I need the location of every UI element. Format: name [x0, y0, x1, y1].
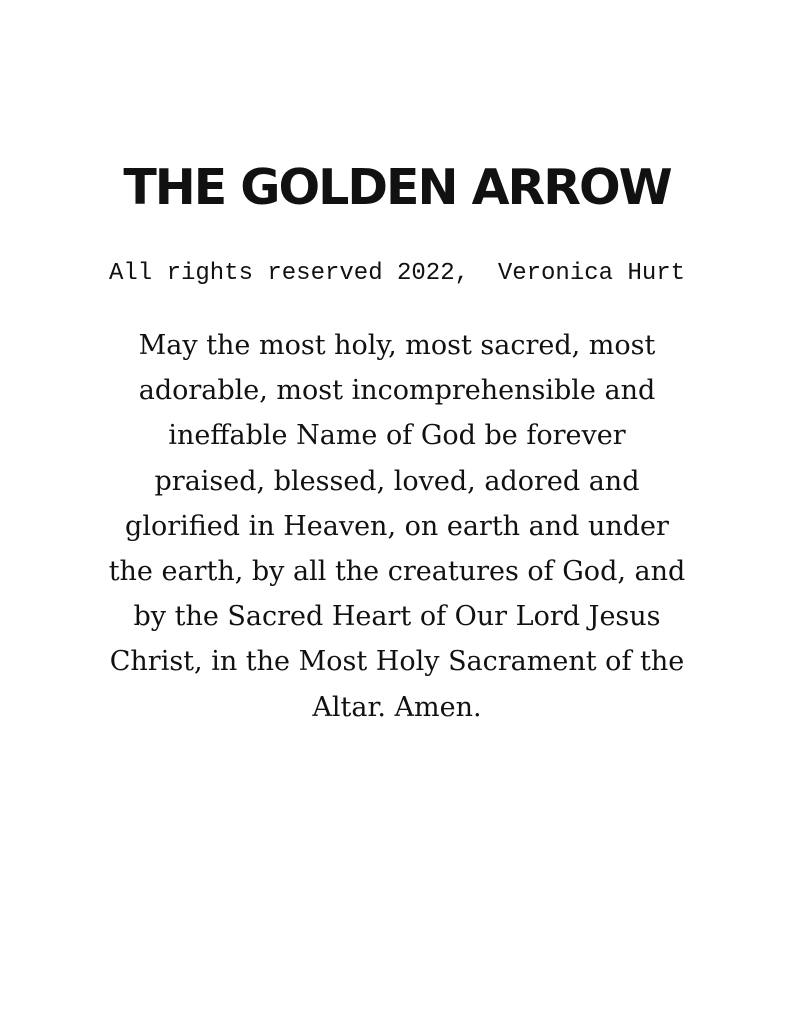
- prayer-line: May the most holy, most sacred, most: [138, 330, 656, 361]
- prayer-line: ineffable Name of God be forever: [168, 420, 626, 452]
- prayer-text: [70, 323, 724, 730]
- prayer-line: Altar. Amen.: [312, 691, 482, 723]
- page-title: THE GOLDEN ARROW: [123, 159, 671, 216]
- prayer-line: the earth, by all the creatures of God, and: [108, 556, 686, 588]
- prayer-line: Christ, in the Most Holy Sacrament of the: [109, 646, 685, 678]
- prayer-line: adorable, most incomprehensible and: [138, 375, 656, 407]
- copyright-notice: All rights reserved 2022, Veronica Hurt: [108, 260, 686, 287]
- prayer-line: glorified in Heaven, on earth and under: [125, 510, 669, 542]
- prayer-line: praised, blessed, loved, adored and: [154, 465, 640, 497]
- prayer-line: by the Sacred Heart of Our Lord Jesus: [133, 601, 661, 633]
